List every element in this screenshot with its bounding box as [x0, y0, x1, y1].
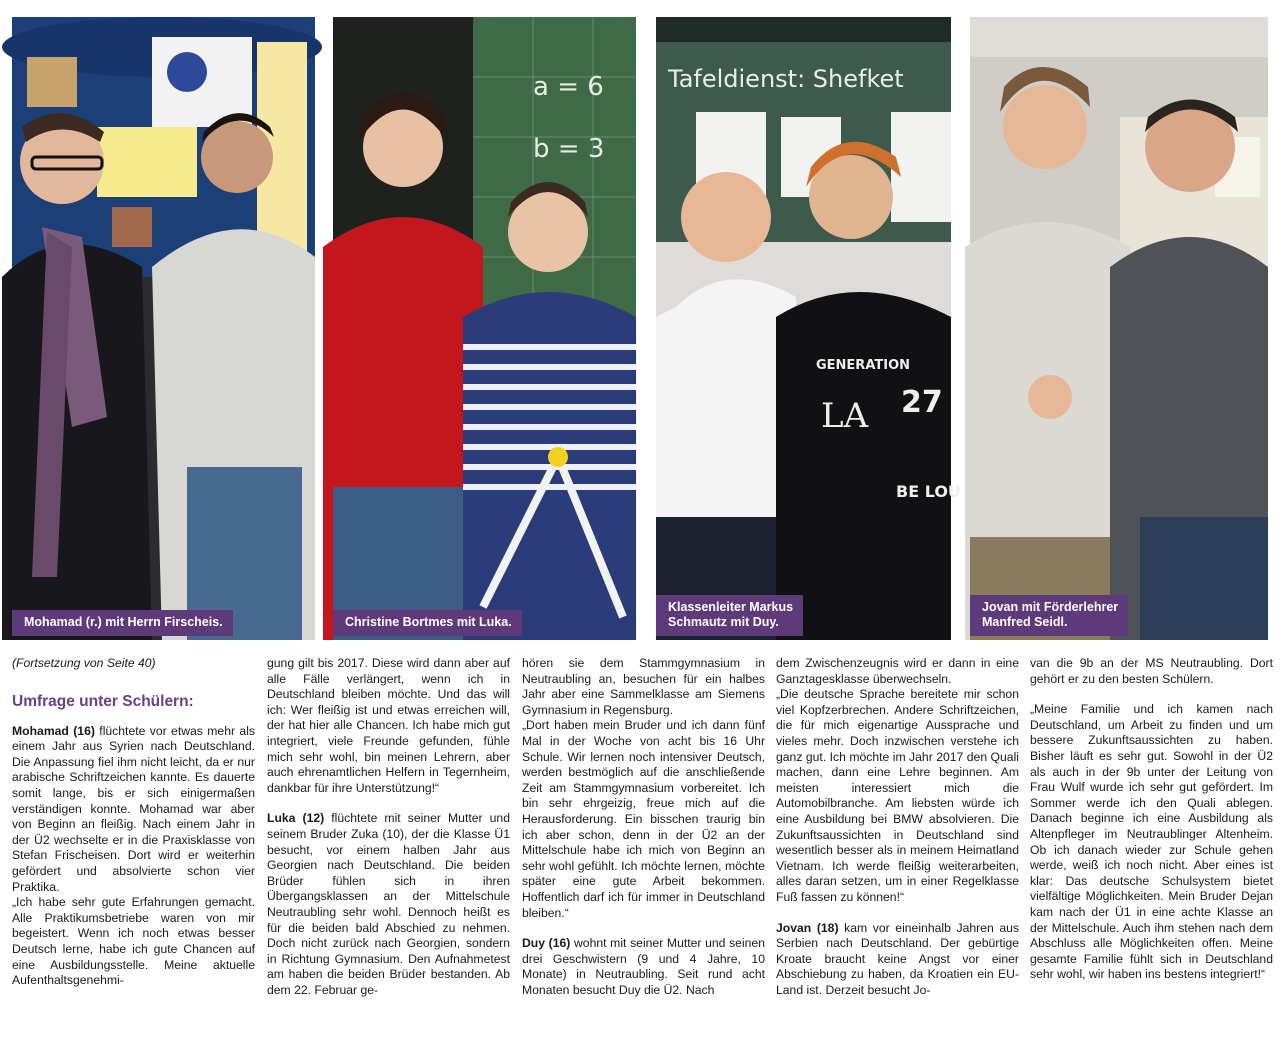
- person-name: Jovan (18): [776, 920, 839, 935]
- caption-line: Jovan mit Förderlehrer: [982, 600, 1119, 614]
- paragraph-text: kam vor eineinhalb Jahren aus Serbien nach Deutschland. Der gebürtige Kroate braucht keine Angst vor einer Abschiebung zu haben, da Kroatien ein EU-Land ist. Derzeit besucht Jo-: [776, 920, 1019, 997]
- paragraph: [12, 724, 255, 896]
- photo-mohamad: [12, 17, 315, 640]
- svg-text:27: 27: [901, 385, 943, 420]
- paragraph: gung gilt bis 2017. Diese wird dann aber auf alle Fälle verlängert, wenn ich in Deutschland bleiben möchte. Und das will ich: Wer fleißig ist und etwas erreichen will, der hat hier alle Chancen. Ich habe mich gut integriert, viele Freunde gefunden, fühle mich sehr wohl, bin meinen Lehrern, aber auch ehrenamtlichen Helfern in Tegernheim, dankbar für ihre Unterstützung!“: [267, 656, 510, 795]
- paragraph: [522, 936, 765, 998]
- paragraph-text: flüchtete mit seiner Mutter und seinem Bruder Zuka (10), der die Klasse Ü1 besucht, vor einem halben Jahr aus Georgien nach Deutschland. Die beiden Brüder fühlen sich in ihren Übergangsklassen an der Mittelschule Neutraubling sehr wohl. Dennoch heißt es für die beiden bald Abschied zu nehmen. Doch nicht zurück nach Georgien, sondern in Richtung Gymnasium. Den Aufnahmetest am haben die beiden Brüder bestanden. Ab dem 22. Februar ge-: [267, 811, 510, 997]
- photo-duy: [656, 17, 961, 640]
- paragraph: [267, 811, 510, 998]
- caption-line: Manfred Seidl.: [982, 615, 1068, 629]
- article-column-2: [267, 656, 510, 998]
- photo-caption: Mohamad (r.) mit Herrn Firscheis.: [12, 610, 233, 636]
- caption-line: Klassenleiter Markus: [668, 600, 794, 614]
- svg-text:LA: LA: [821, 396, 869, 436]
- paragraph: [776, 921, 1019, 999]
- person-name: Mohamad (16): [12, 723, 95, 738]
- paragraph: dem Zwischenzeugnis wird er dann in eine Ganztagesklasse überwechseln.: [776, 656, 1019, 686]
- paragraph: „Dort haben mein Bruder und ich dann fünf Mal in der Woche von acht bis 16 Uhr Schule. Wir lernen noch intensiver Deutsch, werden bestmöglich auf die anschließende Zeit am Stammgymnasium vorbereitet. Ich bin sehr ehrgeizig, freue mich auf die Herausforderung. Ein bisschen traurig bin ich aber schon, denn in der Ü2 an der Mittelschule habe ich mich von Beginn an sehr wohl gefühlt. Ich möchte lernen, möchte später eine gute Arbeit bekommen. Hoffentlich darf ich für immer in Deutschland bleiben.“: [522, 718, 765, 920]
- photo-caption: [970, 595, 1128, 636]
- paragraph: „Ich habe sehr gute Erfahrungen gemacht. Alle Praktikumsbetriebe waren von mir begeistert. Wenn ich noch etwas besser Deutsch lerne, habe ich gute Chancen auf eine Ausbildungsstelle. Meine aktuelle Aufenthaltsgenehmi-: [12, 895, 255, 988]
- svg-text:BE LOU: BE LOU: [896, 482, 961, 501]
- article-column-3: [522, 656, 765, 998]
- article-headline: Umfrage unter Schülern:: [12, 692, 194, 710]
- paragraph: van die 9b an der MS Neutraubling. Dort gehört er zu den besten Schülern.: [1030, 656, 1273, 686]
- svg-text:Tafeldienst: Shefket: Tafeldienst: Shefket: [668, 65, 904, 93]
- photo-caption: [656, 595, 803, 636]
- paragraph: „Die deutsche Sprache bereitete mir schon viel Kopfzerbrechen. Andere Schriftzeichen, die für mich eigenartige Aussprache und vieles mehr. Doch inzwischen verstehe ich ganz gut. Ich möchte im Jahr 2017 den Quali machen, dann eine Lehre beginnen. Am meisten interessiert mich die Automobilbranche. Am liebsten würde ich eine Ausbildung bei BMW absolvieren. Die Zukunftsaussichten in Deutschland sind wesentlich besser als in meinem Heimatland Vietnam. Ich werde fleißig weiterarbeiten, alles daran setzen, um in einer Regelklasse Fuß fassen zu können!“: [776, 687, 1019, 904]
- article-column-5: [1030, 656, 1273, 983]
- article-column-4: [776, 656, 1019, 998]
- person-name: Luka (12): [267, 811, 325, 826]
- svg-text:a = 6: a = 6: [533, 72, 604, 102]
- caption-line: Schmautz mit Duy.: [668, 615, 779, 629]
- continuation-note: (Fortsetzung von Seite 40): [12, 656, 156, 670]
- svg-text:GENERATION: GENERATION: [816, 358, 911, 373]
- paragraph: „Meine Familie und ich kamen nach Deutschland, um Arbeit zu finden und um bessere Zukunftsaussichten zu haben. Bisher läuft es sehr gut. Sowohl in der Ü2 als auch in der 9b unter der Leitung von Frau Wulf wurde ich sehr gut gefördert. Im Sommer werde ich den Quali ablegen. Danach beginne ich eine Ausbildung als Altenpfleger im Neutraublinger Altenheim. Ob ich danach wieder zur Schule gehen werde, weiß ich noch nicht. Aber eines ist klar: Das deutsche Schulsystem bietet vielfältige Möglichkeiten. Mein Bruder Dejan kam nach der Ü1 in eine achte Klasse an der Mittelschule. Auch ihm stehen nach dem Abschluss alle Möglichkeiten offen. Meine gesamte Familie fühlt sich in Deutschland sehr wohl, wir haben ins bestens integriert!“: [1030, 702, 1273, 982]
- paragraph-text: wohnt mit seiner Mutter und seinen drei Geschwistern (9 und 4 Jahre, 10 Monate) in Neutraubling. Seit rund acht Monaten besucht Duy die Ü2. Nach: [522, 936, 765, 997]
- person-name: Duy (16): [522, 936, 571, 951]
- photo-caption: Christine Bortmes mit Luka.: [333, 610, 522, 636]
- paragraph-text: flüchtete vor etwas mehr als einem Jahr aus Syrien nach Deutschland. Die Anpassung fiel ihm nicht leicht, da er nur arabische Schriftzeichen kannte. Es dauerte somit lange, bis er sich einigermaßen verständigen konnte. Mohamad war aber von Beginn an fleißig. Nach einem Jahr in der Ü2 wechselte er in die Praxisklasse von Stefan Frischeisen. Dort wird er weiterhin gefördert und absolvierte schon vier Praktika.: [12, 723, 255, 894]
- svg-text:b = 3: b = 3: [533, 134, 605, 164]
- photo-jovan: [970, 17, 1268, 640]
- paragraph: hören sie dem Stammgymnasium in Neutraubling an, besuchen für ein halbes Jahr aber eine Sammelklasse am Siemens Gymnasium in Regensburg.: [522, 656, 765, 717]
- photo-luka: [333, 17, 636, 640]
- article-column-1: [12, 656, 255, 989]
